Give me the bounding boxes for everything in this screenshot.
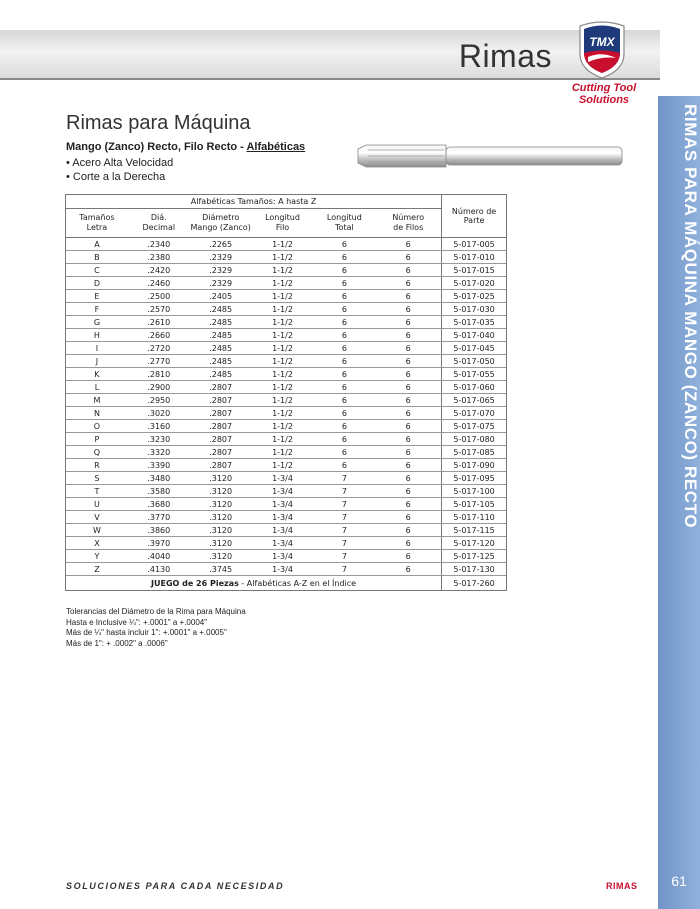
cell-size: M — [66, 394, 128, 407]
cell-decimal: .3320 — [128, 446, 190, 459]
cell-shank-diameter: .2807 — [190, 381, 252, 394]
cell-overall-length: 6 — [313, 303, 375, 316]
table-row — [66, 446, 506, 459]
cell-decimal: .3390 — [128, 459, 190, 472]
cell-flute-length: 1-1/2 — [252, 381, 314, 394]
tmx-logo — [576, 20, 628, 80]
cell-decimal: .2380 — [128, 251, 190, 264]
cell-flutes: 6 — [375, 303, 441, 316]
table-row — [66, 355, 506, 368]
table-row — [66, 368, 506, 381]
cell-size: N — [66, 407, 128, 420]
table-row — [66, 303, 506, 316]
col-header-line: Diámetro — [202, 213, 240, 222]
cell-part-number: 5-017-025 — [442, 290, 506, 303]
feature-list — [66, 156, 173, 184]
cell-decimal: .2460 — [128, 277, 190, 290]
cell-flutes: 6 — [375, 238, 441, 251]
cell-decimal: .3480 — [128, 472, 190, 485]
cell-part-number: 5-017-115 — [442, 524, 506, 537]
cell-flute-length: 1-1/2 — [252, 303, 314, 316]
cell-flute-length: 1-3/4 — [252, 485, 314, 498]
cell-flutes: 6 — [375, 563, 441, 576]
cell-flute-length: 1-3/4 — [252, 537, 314, 550]
cell-part-number: 5-017-125 — [442, 550, 506, 563]
cell-shank-diameter: .2807 — [190, 407, 252, 420]
cell-shank-diameter: .2807 — [190, 433, 252, 446]
cell-flutes: 6 — [375, 420, 441, 433]
col-header-line: Total — [335, 223, 354, 232]
col-header-line: Longitud — [265, 213, 300, 222]
cell-flutes: 6 — [375, 407, 441, 420]
table-row — [66, 537, 506, 550]
cell-shank-diameter: .3120 — [190, 498, 252, 511]
cell-flutes: 6 — [375, 511, 441, 524]
cell-flute-length: 1-3/4 — [252, 498, 314, 511]
cell-size: L — [66, 381, 128, 394]
cell-overall-length: 6 — [313, 459, 375, 472]
cell-part-number: 5-017-075 — [442, 420, 506, 433]
cell-decimal: .3860 — [128, 524, 190, 537]
col-header-line: Tamaños — [79, 213, 115, 222]
cell-shank-diameter: .3120 — [190, 472, 252, 485]
cell-size: U — [66, 498, 128, 511]
feature-item: • Acero Alta Velocidad — [66, 157, 174, 169]
cell-flute-length: 1-3/4 — [252, 524, 314, 537]
cell-size: O — [66, 420, 128, 433]
cell-decimal: .3770 — [128, 511, 190, 524]
logo-tagline-line1: Cutting Tool — [571, 82, 637, 94]
cell-flutes: 6 — [375, 290, 441, 303]
cell-shank-diameter: .2329 — [190, 251, 252, 264]
page-number: 61 — [671, 873, 687, 889]
cell-size: I — [66, 342, 128, 355]
cell-flute-length: 1-1/2 — [252, 446, 314, 459]
cell-part-number: 5-017-065 — [442, 394, 506, 407]
cell-flute-length: 1-1/2 — [252, 264, 314, 277]
cell-flute-length: 1-1/2 — [252, 329, 314, 342]
cell-flute-length: 1-1/2 — [252, 459, 314, 472]
cell-decimal: .2340 — [128, 238, 190, 251]
cell-decimal: .2810 — [128, 368, 190, 381]
cell-part-number: 5-017-050 — [442, 355, 506, 368]
cell-shank-diameter: .2329 — [190, 277, 252, 290]
cell-flutes: 6 — [375, 381, 441, 394]
tolerance-line: Más de ¼" hasta incluir 1": +.0001" a +.0005" — [66, 628, 227, 637]
cell-overall-length: 7 — [313, 485, 375, 498]
cell-flute-length: 1-3/4 — [252, 550, 314, 563]
cell-size: F — [66, 303, 128, 316]
cell-shank-diameter: .3120 — [190, 485, 252, 498]
cell-decimal: .2900 — [128, 381, 190, 394]
table-row — [66, 420, 506, 433]
tolerance-line: Hasta e Inclusive ¼": +.0001" a +.0004" — [66, 617, 208, 627]
cell-part-number: 5-017-040 — [442, 329, 506, 342]
cell-shank-diameter: .2405 — [190, 290, 252, 303]
cell-part-number: 5-017-085 — [442, 446, 506, 459]
cell-flutes: 6 — [375, 355, 441, 368]
subtitle-alfabeticas: Alfabéticas — [246, 141, 306, 153]
set-row-part-number: 5-017-260 — [442, 576, 506, 591]
section-title: Rimas para Máquina — [66, 112, 251, 134]
cell-decimal: .3020 — [128, 407, 190, 420]
subtitle-prefix: Mango (Zanco) Recto, Filo Recto - — [66, 141, 247, 153]
cell-overall-length: 7 — [313, 511, 375, 524]
cell-part-number: 5-017-095 — [442, 472, 506, 485]
cell-decimal: .2720 — [128, 342, 190, 355]
cell-shank-diameter: .3745 — [190, 563, 252, 576]
cell-shank-diameter: .3120 — [190, 537, 252, 550]
cell-flute-length: 1-1/2 — [252, 238, 314, 251]
cell-flute-length: 1-1/2 — [252, 277, 314, 290]
col-header-flute-length — [252, 209, 314, 238]
cell-flutes: 6 — [375, 251, 441, 264]
tolerance-notes — [66, 607, 246, 649]
cell-flutes: 6 — [375, 277, 441, 290]
cell-flutes: 6 — [375, 342, 441, 355]
footer-section-label: RIMAS — [606, 881, 638, 891]
cell-overall-length: 6 — [313, 368, 375, 381]
header-band — [0, 30, 660, 78]
cell-flutes: 6 — [375, 550, 441, 563]
cell-overall-length: 7 — [313, 524, 375, 537]
cell-overall-length: 6 — [313, 420, 375, 433]
cell-overall-length: 7 — [313, 563, 375, 576]
table-row — [66, 550, 506, 563]
set-row-label-rest: - Alfabéticas A-Z en el Índice — [238, 578, 357, 588]
cell-decimal: .3230 — [128, 433, 190, 446]
table-row — [66, 290, 506, 303]
reamer-image — [356, 140, 628, 172]
cell-part-number: 5-017-130 — [442, 563, 506, 576]
cell-overall-length: 6 — [313, 329, 375, 342]
cell-decimal: .3680 — [128, 498, 190, 511]
logo-tagline-line2: Solutions — [578, 94, 630, 106]
cell-flute-length: 1-1/2 — [252, 433, 314, 446]
cell-flute-length: 1-1/2 — [252, 251, 314, 264]
cell-size: S — [66, 472, 128, 485]
cell-size: Y — [66, 550, 128, 563]
cell-decimal: .4130 — [128, 563, 190, 576]
cell-overall-length: 6 — [313, 394, 375, 407]
table-row — [66, 511, 506, 524]
cell-flute-length: 1-3/4 — [252, 511, 314, 524]
cell-overall-length: 7 — [313, 550, 375, 563]
cell-overall-length: 6 — [313, 316, 375, 329]
cell-size: G — [66, 316, 128, 329]
cell-part-number: 5-017-045 — [442, 342, 506, 355]
col-header-line: Letra — [86, 223, 108, 232]
table-row — [66, 459, 506, 472]
cell-flutes: 6 — [375, 368, 441, 381]
table-row — [66, 485, 506, 498]
cell-flute-length: 1-1/2 — [252, 420, 314, 433]
cell-part-number: 5-017-105 — [442, 498, 506, 511]
logo-tagline — [566, 82, 642, 106]
cell-part-number: 5-017-055 — [442, 368, 506, 381]
cell-flute-length: 1-1/2 — [252, 290, 314, 303]
col-header-line: Filo — [275, 223, 290, 232]
cell-shank-diameter: .3120 — [190, 524, 252, 537]
cell-overall-length: 6 — [313, 342, 375, 355]
cell-shank-diameter: .2485 — [190, 355, 252, 368]
cell-part-number: 5-017-030 — [442, 303, 506, 316]
cell-flutes: 6 — [375, 316, 441, 329]
cell-flutes: 6 — [375, 394, 441, 407]
cell-size: B — [66, 251, 128, 264]
cell-size: X — [66, 537, 128, 550]
reamer-spec-table — [66, 195, 506, 590]
table-row — [66, 433, 506, 446]
table-row — [66, 498, 506, 511]
col-header-shank-diameter — [190, 209, 252, 238]
cell-flutes: 6 — [375, 537, 441, 550]
cell-decimal: .2950 — [128, 394, 190, 407]
col-header-line: Parte — [463, 216, 485, 225]
table-body — [66, 238, 506, 576]
cell-size: J — [66, 355, 128, 368]
page-header-title: Rimas — [458, 38, 552, 74]
table-row — [66, 342, 506, 355]
cell-shank-diameter: .2265 — [190, 238, 252, 251]
table-row — [66, 238, 506, 251]
table-row — [66, 563, 506, 576]
cell-overall-length: 6 — [313, 264, 375, 277]
cell-decimal: .2610 — [128, 316, 190, 329]
cell-part-number: 5-017-080 — [442, 433, 506, 446]
logo-mark-text: TMX — [589, 35, 615, 49]
cell-size: Q — [66, 446, 128, 459]
cell-size: R — [66, 459, 128, 472]
cell-decimal: .2420 — [128, 264, 190, 277]
col-header-overall-length — [313, 209, 375, 238]
col-header-line: Número — [392, 213, 425, 222]
set-row-label-bold: JUEGO de 26 Piezas — [151, 578, 239, 588]
table-group-header: Alfabéticas Tamaños: A hasta Z — [66, 195, 442, 209]
cell-shank-diameter: .2485 — [190, 329, 252, 342]
cell-shank-diameter: .2485 — [190, 368, 252, 381]
cell-flute-length: 1-1/2 — [252, 355, 314, 368]
cell-flute-length: 1-3/4 — [252, 563, 314, 576]
cell-overall-length: 6 — [313, 238, 375, 251]
table-row — [66, 316, 506, 329]
table-row — [66, 329, 506, 342]
cell-shank-diameter: .2807 — [190, 394, 252, 407]
cell-flute-length: 1-1/2 — [252, 407, 314, 420]
col-header-line: Diá. — [150, 213, 167, 222]
cell-overall-length: 6 — [313, 407, 375, 420]
cell-shank-diameter: .2485 — [190, 316, 252, 329]
cell-overall-length: 6 — [313, 251, 375, 264]
cell-size: P — [66, 433, 128, 446]
cell-flutes: 6 — [375, 446, 441, 459]
cell-overall-length: 7 — [313, 537, 375, 550]
tolerance-title: Tolerancias del Diámetro de la Rima para Máquina — [66, 607, 246, 616]
cell-part-number: 5-017-070 — [442, 407, 506, 420]
cell-size: C — [66, 264, 128, 277]
cell-shank-diameter: .2807 — [190, 420, 252, 433]
cell-overall-length: 6 — [313, 355, 375, 368]
cell-size: D — [66, 277, 128, 290]
col-header-line: de Filos — [393, 223, 424, 232]
footer-tagline: SOLUCIONES PARA CADA NECESIDAD — [66, 881, 285, 891]
cell-size: V — [66, 511, 128, 524]
cell-part-number: 5-017-020 — [442, 277, 506, 290]
cell-shank-diameter: .2329 — [190, 264, 252, 277]
header-divider — [0, 78, 660, 80]
cell-flutes: 6 — [375, 264, 441, 277]
cell-part-number: 5-017-060 — [442, 381, 506, 394]
cell-shank-diameter: .3120 — [190, 550, 252, 563]
cell-flutes: 6 — [375, 498, 441, 511]
cell-flutes: 6 — [375, 472, 441, 485]
cell-size: A — [66, 238, 128, 251]
cell-overall-length: 6 — [313, 381, 375, 394]
cell-shank-diameter: .2485 — [190, 342, 252, 355]
cell-flutes: 6 — [375, 524, 441, 537]
cell-flute-length: 1-1/2 — [252, 368, 314, 381]
cell-part-number: 5-017-100 — [442, 485, 506, 498]
cell-part-number: 5-017-035 — [442, 316, 506, 329]
cell-shank-diameter: .2485 — [190, 303, 252, 316]
cell-overall-length: 6 — [313, 433, 375, 446]
cell-part-number: 5-017-090 — [442, 459, 506, 472]
table-row — [66, 472, 506, 485]
col-header-line: Longitud — [326, 213, 362, 222]
table-row — [66, 277, 506, 290]
cell-overall-length: 6 — [313, 290, 375, 303]
col-header-line: Mango (Zanco) — [190, 223, 251, 232]
cell-flutes: 6 — [375, 485, 441, 498]
table-row — [66, 524, 506, 537]
cell-overall-length: 6 — [313, 446, 375, 459]
cell-part-number: 5-017-110 — [442, 511, 506, 524]
cell-decimal: .3970 — [128, 537, 190, 550]
cell-flute-length: 1-1/2 — [252, 394, 314, 407]
cell-flute-length: 1-3/4 — [252, 472, 314, 485]
cell-flutes: 6 — [375, 433, 441, 446]
cell-size: H — [66, 329, 128, 342]
cell-decimal: .2500 — [128, 290, 190, 303]
table-row — [66, 381, 506, 394]
table-row — [66, 394, 506, 407]
cell-part-number: 5-017-005 — [442, 238, 506, 251]
col-header-line: Decimal — [142, 223, 176, 232]
cell-flute-length: 1-1/2 — [252, 342, 314, 355]
cell-part-number: 5-017-015 — [442, 264, 506, 277]
cell-flutes: 6 — [375, 329, 441, 342]
cell-shank-diameter: .2807 — [190, 459, 252, 472]
side-tab-title: RIMAS PARA MÁQUINA MANGO (ZANCO) RECTO — [681, 104, 700, 529]
cell-size: Z — [66, 563, 128, 576]
cell-size: W — [66, 524, 128, 537]
cell-size: E — [66, 290, 128, 303]
cell-decimal: .3160 — [128, 420, 190, 433]
cell-flutes: 6 — [375, 459, 441, 472]
cell-size: K — [66, 368, 128, 381]
section-subtitle — [66, 141, 305, 153]
cell-part-number: 5-017-010 — [442, 251, 506, 264]
col-header-line: Número de — [451, 207, 497, 216]
cell-decimal: .2570 — [128, 303, 190, 316]
table-row — [66, 264, 506, 277]
cell-flute-length: 1-1/2 — [252, 316, 314, 329]
cell-decimal: .4040 — [128, 550, 190, 563]
set-row-label — [66, 576, 442, 591]
col-header-size — [66, 209, 128, 238]
cell-overall-length: 6 — [313, 277, 375, 290]
cell-decimal: .2660 — [128, 329, 190, 342]
set-row — [66, 576, 506, 591]
cell-shank-diameter: .2807 — [190, 446, 252, 459]
cell-shank-diameter: .3120 — [190, 511, 252, 524]
cell-decimal: .3580 — [128, 485, 190, 498]
col-header-decimal — [128, 209, 190, 238]
feature-item: • Corte a la Derecha — [66, 171, 166, 183]
col-header-part-number — [442, 195, 506, 238]
table-row — [66, 251, 506, 264]
cell-part-number: 5-017-120 — [442, 537, 506, 550]
cell-overall-length: 7 — [313, 498, 375, 511]
cell-decimal: .2770 — [128, 355, 190, 368]
cell-size: T — [66, 485, 128, 498]
col-header-flutes — [375, 209, 441, 238]
cell-overall-length: 7 — [313, 472, 375, 485]
tolerance-line: Más de 1": + .0002" a .0006" — [66, 638, 168, 648]
table-row — [66, 407, 506, 420]
